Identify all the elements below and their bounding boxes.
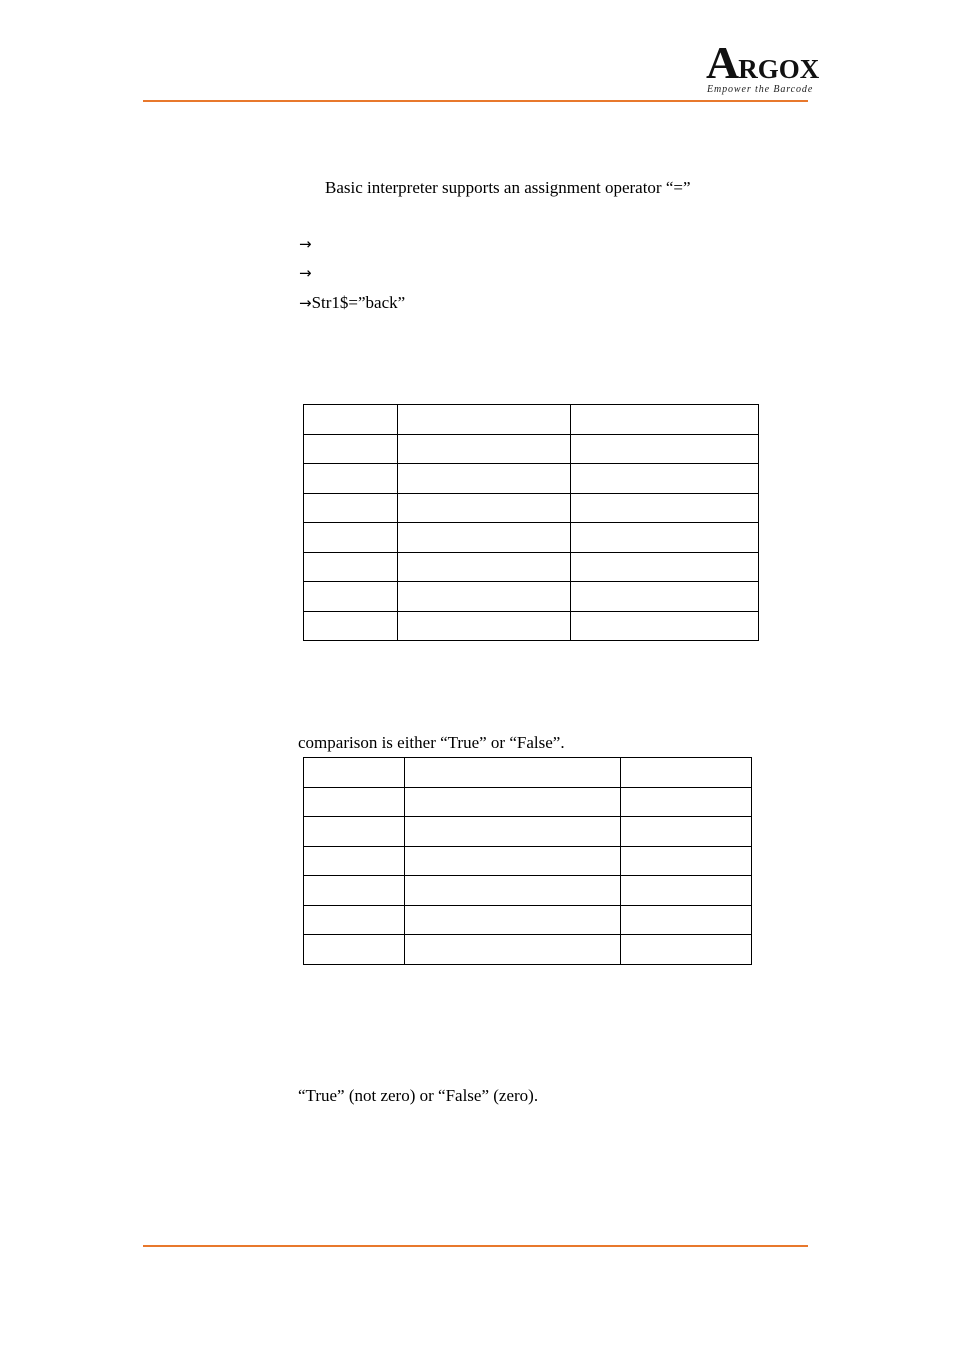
table-cell: [304, 582, 398, 612]
table-row: [304, 817, 752, 847]
table-row: [304, 935, 752, 965]
example-line-3: [299, 293, 405, 313]
table-cell: [621, 758, 752, 788]
table-cell: [405, 905, 621, 935]
arrow-icon: →: [299, 264, 312, 282]
table-cell: [304, 493, 398, 523]
table-row: [304, 493, 759, 523]
table-cell: [304, 787, 405, 817]
relational-operators-table: [303, 757, 752, 965]
table-cell: [398, 611, 571, 641]
table-row: [304, 876, 752, 906]
header-rule: [143, 100, 808, 102]
table-cell: [398, 523, 571, 553]
table-cell: [398, 434, 571, 464]
table-cell: [304, 405, 398, 435]
table-cell: [405, 787, 621, 817]
table-row: [304, 552, 759, 582]
table-cell: [621, 876, 752, 906]
table-row: [304, 523, 759, 553]
table-cell: [571, 464, 759, 494]
table-row: [304, 405, 759, 435]
table-cell: [304, 758, 405, 788]
table-cell: [571, 611, 759, 641]
table-cell: [304, 611, 398, 641]
table-cell: [304, 905, 405, 935]
logo-initial: A: [706, 37, 739, 88]
table-cell: [304, 464, 398, 494]
arrow-icon: →: [299, 235, 312, 253]
logo-tagline: Empower the Barcode: [707, 84, 814, 95]
table-cell: [621, 787, 752, 817]
table-cell: [304, 935, 405, 965]
table-cell: [398, 464, 571, 494]
table-cell: [571, 582, 759, 612]
table-cell: [405, 758, 621, 788]
example-line-text: Str1$=”back”: [311, 293, 406, 312]
example-line-2: [299, 263, 312, 283]
table-cell: [621, 905, 752, 935]
table-cell: [304, 846, 405, 876]
table-cell: [571, 493, 759, 523]
table-row: [304, 582, 759, 612]
table-cell: [398, 552, 571, 582]
table-row: [304, 905, 752, 935]
table-cell: [304, 552, 398, 582]
table-cell: [304, 817, 405, 847]
table-cell: [621, 935, 752, 965]
table-cell: [304, 523, 398, 553]
table-row: [304, 846, 752, 876]
table-cell: [405, 817, 621, 847]
table-row: [304, 464, 759, 494]
table-cell: [405, 935, 621, 965]
table-cell: [571, 552, 759, 582]
table-cell: [621, 846, 752, 876]
logical-note: “True” (not zero) or “False” (zero).: [298, 1086, 539, 1105]
assignment-intro: Basic interpreter supports an assignment operator “=”: [325, 178, 691, 197]
table-cell: [398, 493, 571, 523]
arrow-icon: →: [299, 294, 312, 312]
logo-wordmark: [706, 37, 820, 88]
table-cell: [621, 817, 752, 847]
comparison-note: comparison is either “True” or “False”.: [298, 733, 565, 752]
example-line-1: [299, 234, 312, 254]
table-row: [304, 787, 752, 817]
footer-rule: [143, 1245, 808, 1247]
table-cell: [304, 876, 405, 906]
table-cell: [405, 876, 621, 906]
table-cell: [571, 523, 759, 553]
table-row: [304, 758, 752, 788]
logo-rest: RGOX: [738, 54, 820, 84]
arithmetic-operators-table: [303, 404, 759, 641]
table-row: [304, 434, 759, 464]
table-cell: [398, 405, 571, 435]
table-cell: [571, 405, 759, 435]
table-cell: [571, 434, 759, 464]
table-cell: [398, 582, 571, 612]
argox-logo: [706, 37, 820, 98]
table-cell: [304, 434, 398, 464]
table-row: [304, 611, 759, 641]
table-cell: [405, 846, 621, 876]
